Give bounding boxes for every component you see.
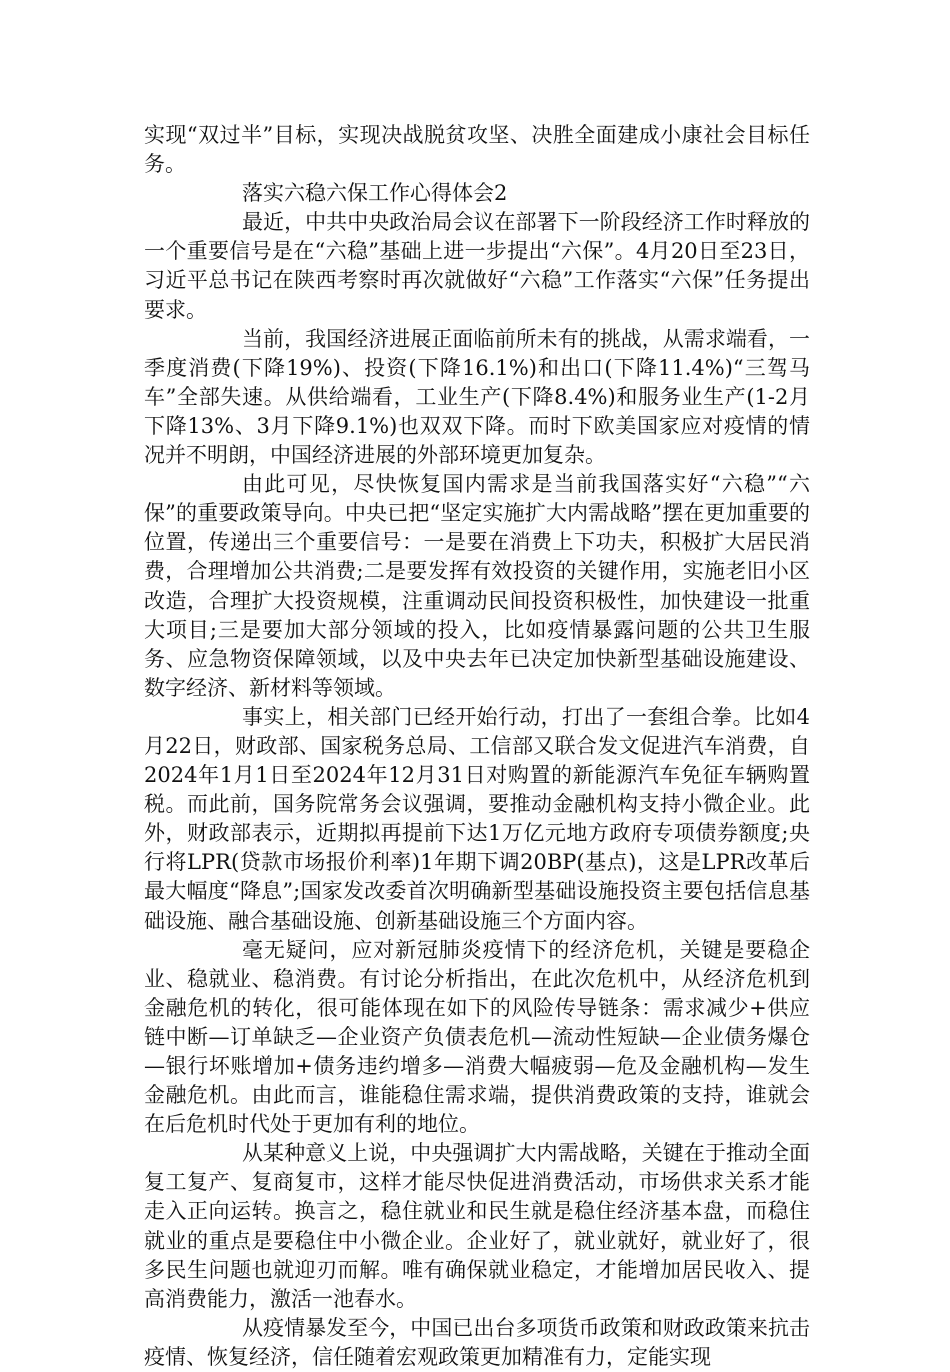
body-paragraph-5: 毫无疑问，应对新冠肺炎疫情下的经济危机，关键是要稳企业、稳就业、稳消费。有讨论分析指出，在此次危机中，从经济危机到金融危机的转化，很可能体现在如下的风险传导链条：需求减少+供应链中断—订单缺乏—企业资产负债表危机—流动性短缺—企业债务爆仓—银行坏账增加+债务违约增多—消费大幅疲弱—危及金融机构—发生金融危机。由此而言，谁能稳住需求端，提供消费政策的支持，谁就会在后危机时代处于更加有利的地位。 (144, 937, 810, 1137)
body-paragraph-2: 当前，我国经济进展正面临前所未有的挑战，从需求端看，一季度消费(下降19%)、投资(下降16.1%)和出口(下降11.4%)“三驾马车”全部失速。从供给端看，工业生产(下降8.4%)和服务业生产(1-2月下降13%、3月下降9.1%)也双双下降。而时下欧美国家应对疫情的情况并不明朗，中国经济进展的外部环境更加复杂。 (144, 326, 810, 468)
body-paragraph-7: 从疫情暴发至今，中国已出台多项货币政策和财政政策来抗击疫情、恢复经济，信任随着宏观政策更加精准有力，定能实现 (144, 1315, 810, 1369)
body-paragraph-6: 从某种意义上说，中央强调扩大内需战略，关键在于推动全面复工复产、复商复市，这样才能尽快促进消费活动，市场供求关系才能走入正向运转。换言之，稳住就业和民生就是稳住经济基本盘，而稳住就业的重点是要稳住中小微企业。企业好了，就业就好，就业好了，很多民生问题也就迎刃而解。唯有确保就业稳定，才能增加居民收入、提高消费能力，激活一池春水。 (144, 1141, 810, 1311)
body-paragraph-3: 由此可见，尽快恢复国内需求是当前我国落实好“六稳”“六保”的重要政策导向。中央已把“坚定实施扩大内需战略”摆在更加重要的位置，传递出三个重要信号：一是要在消费上下功夫，积极扩大居民消费，合理增加公共消费;二是要发挥有效投资的关键作用，实施老旧小区改造，合理扩大投资规模，注重调动民间投资积极性，加快建设一批重大项目;三是要加大部分领域的投入，比如疫情暴露问题的公共卫生服务、应急物资保障领域，以及中央去年已决定加快新型基础设施建设、数字经济、新材料等领域。 (144, 472, 810, 700)
opening-paragraph: 实现“双过半”目标，实现决战脱贫攻坚、决胜全面建成小康社会目标任务。 (144, 123, 810, 177)
body-paragraph-1: 最近，中共中央政治局会议在部署下一阶段经济工作时释放的一个重要信号是在“六稳”基础上进一步提出“六保”。4月20日至23日，习近平总书记在陕西考察时再次就做好“六稳”工作落实“六保”任务提出要求。 (144, 210, 810, 322)
document-body (144, 121, 810, 1372)
section-heading: 落实六稳六保工作心得体会2 (242, 181, 508, 206)
body-paragraph-4: 事实上，相关部门已经开始行动，打出了一套组合拳。比如4月22日，财政部、国家税务总局、工信部又联合发文促进汽车消费，自2024年1月1日至2024年12月31日对购置的新能源汽车免征车辆购置税。而此前，国务院常务会议强调，要推动金融机构支持小微企业。此外，财政部表示，近期拟再提前下达1万亿元地方政府专项债券额度;央行将LPR(贷款市场报价利率)1年期下调20BP(基点)，这是LPR改革后最大幅度“降息”;国家发改委首次明确新型基础设施投资主要包括信息基础设施、融合基础设施、创新基础设施三个方面内容。 (144, 704, 810, 933)
